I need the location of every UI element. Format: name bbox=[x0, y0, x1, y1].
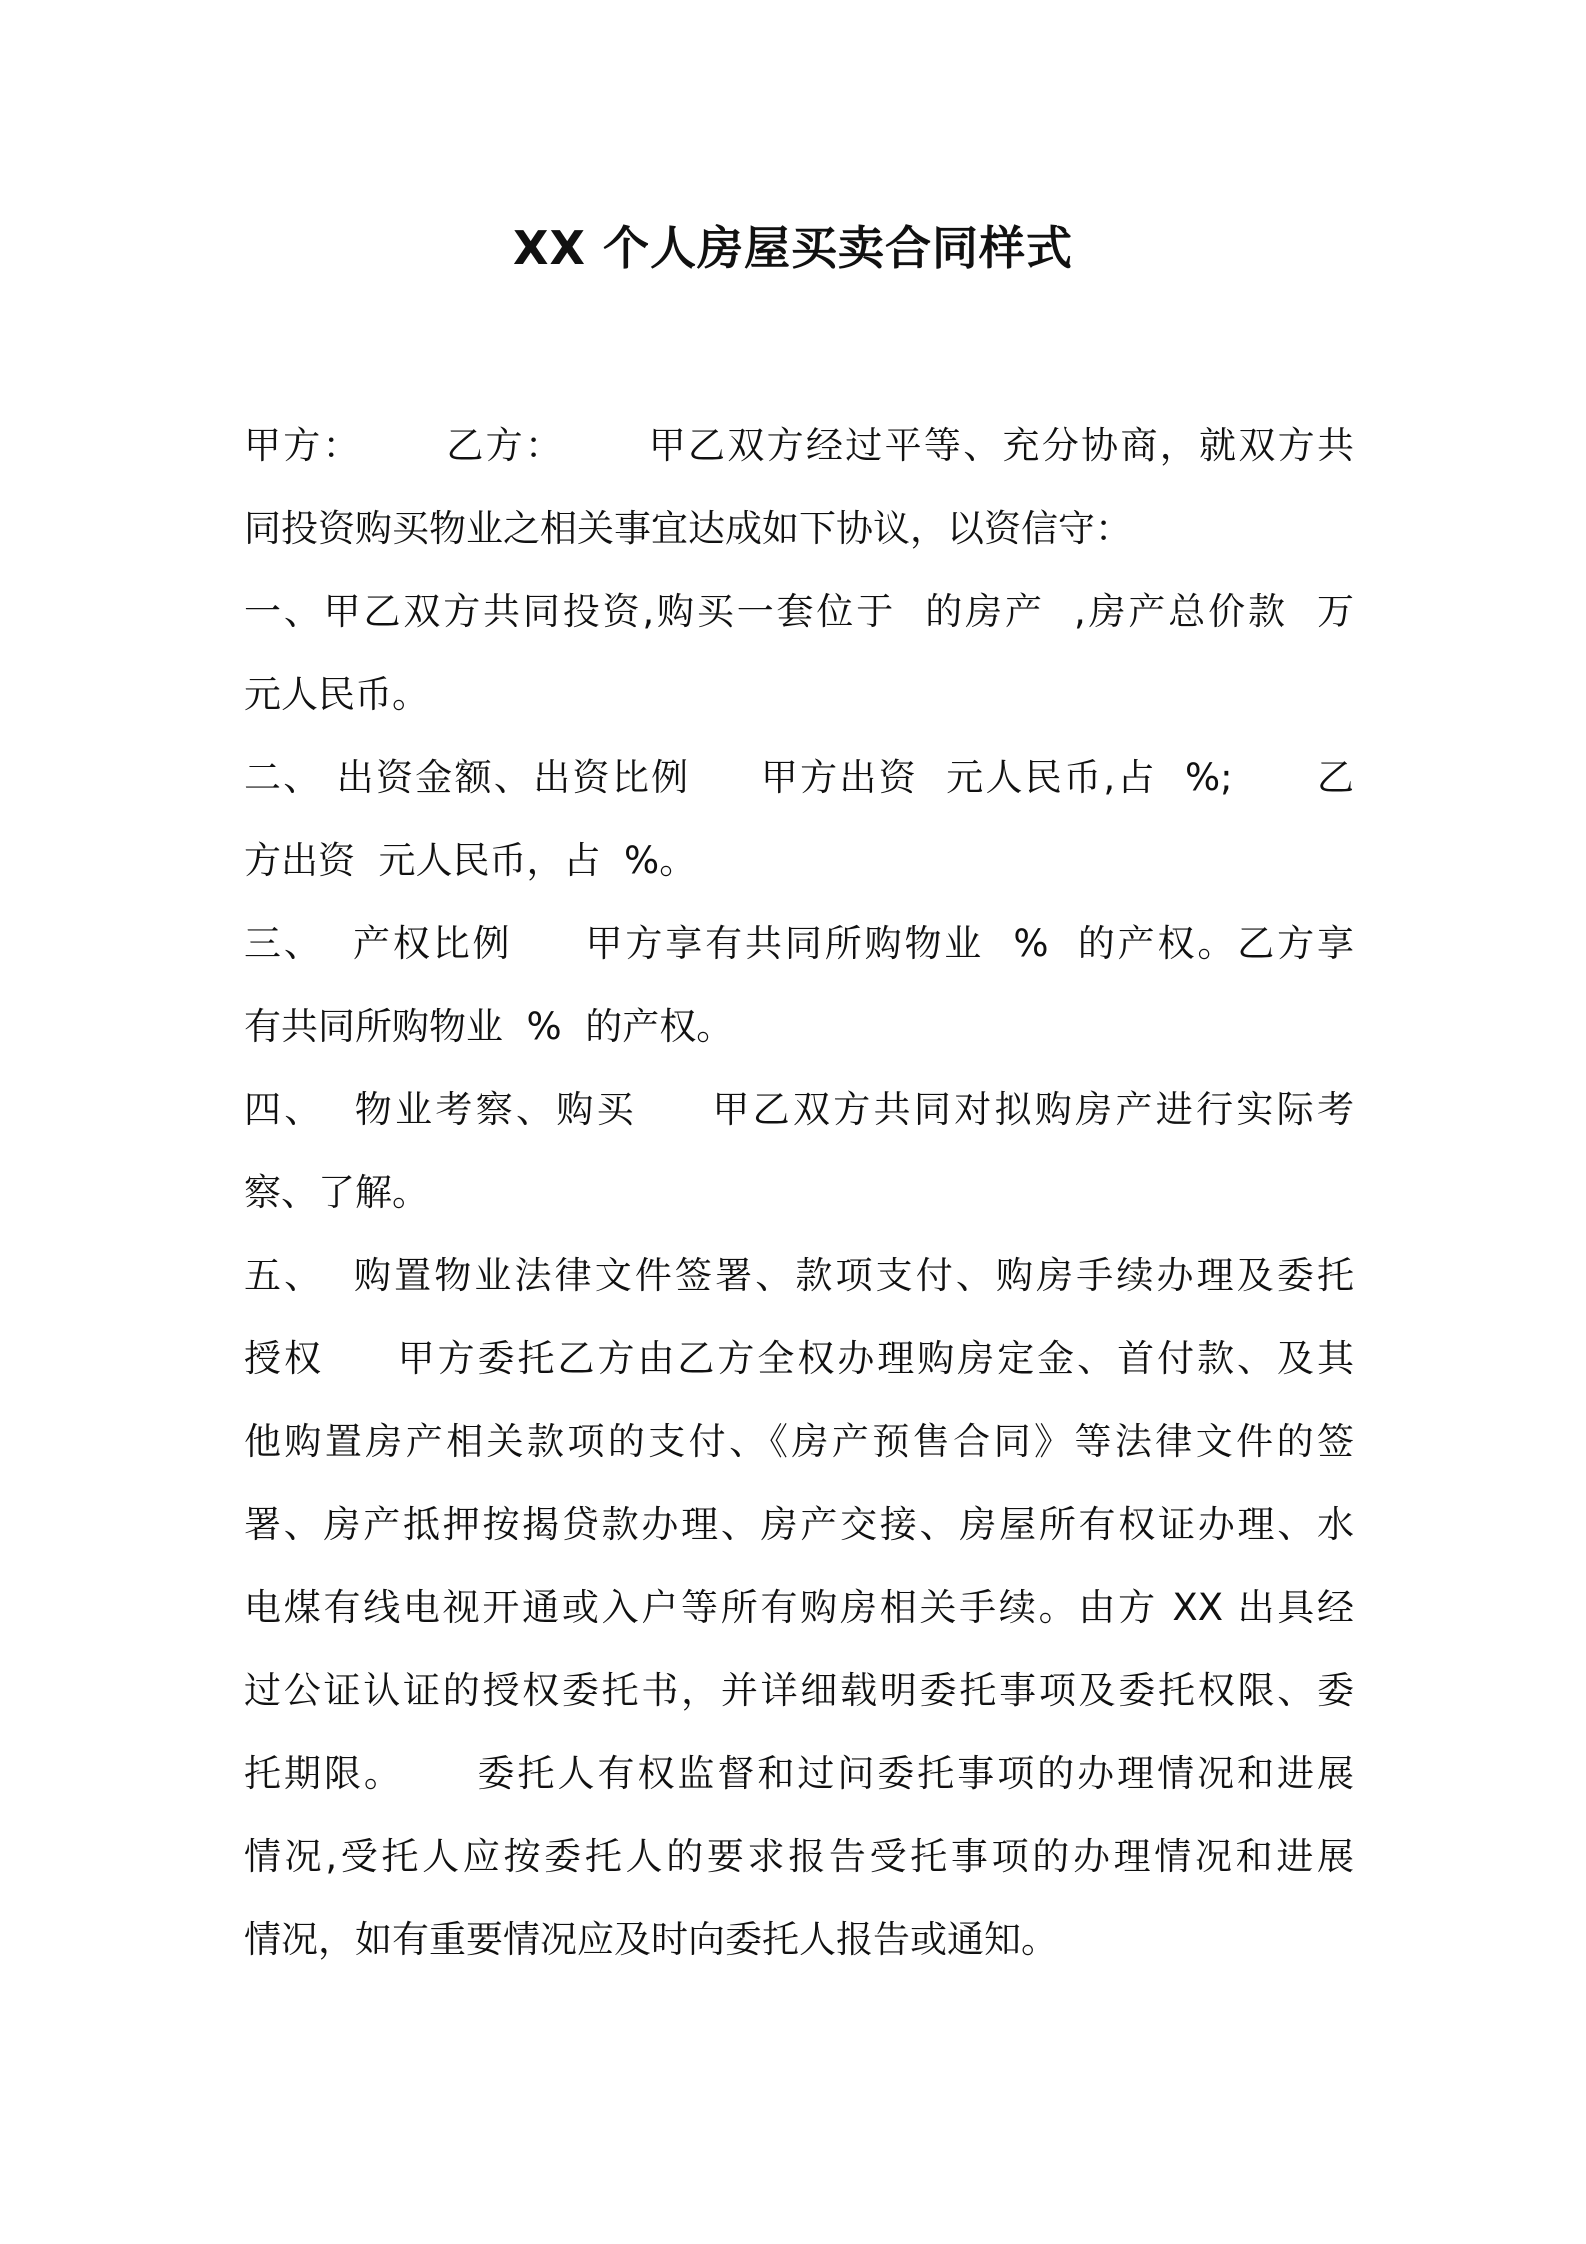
body-line-clause-5-cont-3: 署、房产抵押按揭贷款办理、房产交接、房屋所有权证办理、水 bbox=[244, 1503, 1354, 1546]
body-line-clause-5-cont-7: 情况,受托人应按委托人的要求报告受托事项的办理情况和进展 bbox=[244, 1835, 1354, 1878]
body-line-clause-2-cont: 方出资 元人民币，占 %。 bbox=[244, 839, 697, 882]
body-line-clause-5-cont-8: 情况，如有重要情况应及时向委托人报告或通知。 bbox=[244, 1918, 1058, 1961]
body-line-clause-5: 五、 购置物业法律文件签署、款项支付、购房手续办理及委托 bbox=[244, 1254, 1354, 1297]
body-line-clause-5-cont-2: 他购置房产相关款项的支付、《房产预售合同》等法律文件的签 bbox=[244, 1420, 1354, 1463]
body-line-clause-3: 三、 产权比例 甲方享有共同所购物业 % 的产权。乙方享 bbox=[244, 922, 1354, 965]
body-line-clause-1: 一、甲乙双方共同投资,购买一套位于 的房产 ,房产总价款 万 bbox=[244, 590, 1354, 633]
body-line-clause-5-cont-4: 电煤有线电视开通或入户等所有购房相关手续。由方 XX 出具经 bbox=[244, 1586, 1354, 1629]
body-line-party-names: 甲方： 乙方： 甲乙双方经过平等、充分协商，就双方共 bbox=[244, 424, 1354, 467]
document-title: XX 个人房屋买卖合同样式 bbox=[513, 221, 1073, 275]
body-line-clause-4-cont: 察、了解。 bbox=[244, 1171, 429, 1214]
body-line-clause-5-cont-5: 过公证认证的授权委托书，并详细载明委托事项及委托权限、委 bbox=[244, 1669, 1354, 1712]
body-line-agreement-intro: 同投资购买物业之相关事宜达成如下协议，以资信守： bbox=[244, 507, 1132, 550]
body-line-clause-3-cont: 有共同所购物业 % 的产权。 bbox=[244, 1005, 734, 1048]
body-line-clause-5-cont-1: 授权 甲方委托乙方由乙方全权办理购房定金、首付款、及其 bbox=[244, 1337, 1354, 1380]
body-line-clause-5-cont-6: 托期限。 委托人有权监督和过问委托事项的办理情况和进展 bbox=[244, 1752, 1354, 1795]
body-line-clause-2: 二、 出资金额、出资比例 甲方出资 元人民币,占 %; 乙 bbox=[244, 756, 1354, 799]
contract-body bbox=[244, 404, 1354, 1981]
body-line-clause-4: 四、 物业考察、购买 甲乙双方共同对拟购房产进行实际考 bbox=[244, 1088, 1354, 1131]
body-line-clause-1-cont: 元人民币。 bbox=[244, 673, 429, 716]
